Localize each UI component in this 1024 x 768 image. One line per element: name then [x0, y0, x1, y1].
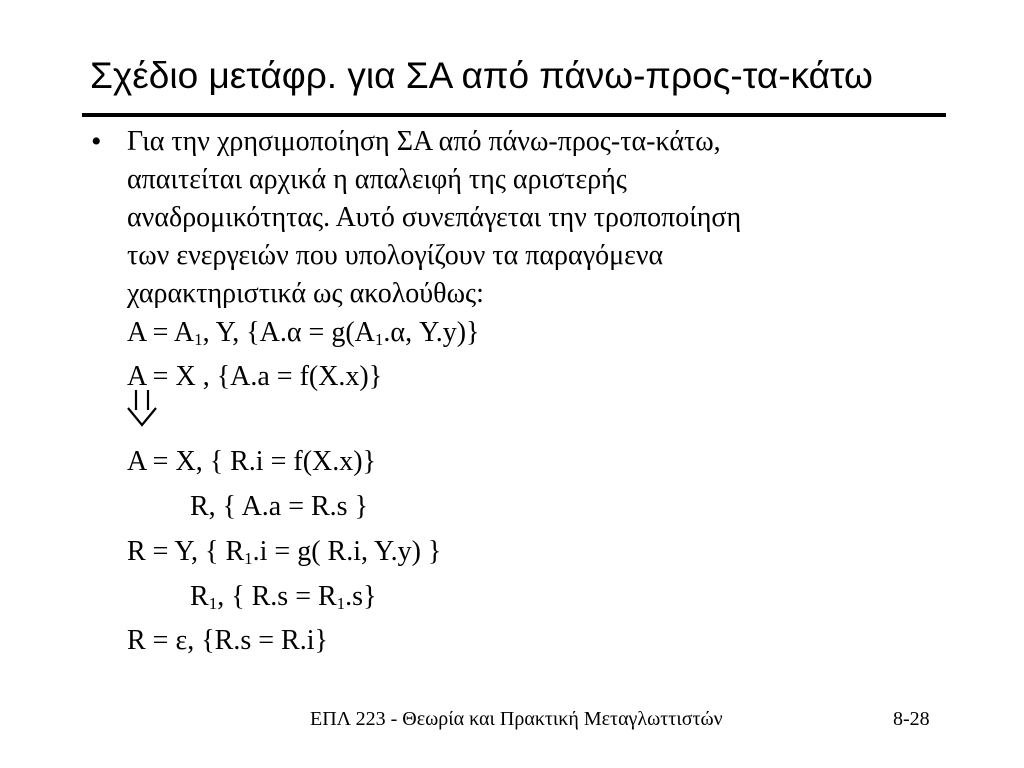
bullet-paragraph [127, 123, 927, 313]
bullet-marker: • [91, 125, 102, 158]
footer-course: ΕΠΛ 223 - Θεωρία και Πρακτική Μεταγλωττιστών [310, 708, 723, 730]
grammar-rule-recursive: $A = A_1$, Y, {$A.\alpha = g(A_1.\alpha$, Y.y)} [127, 317, 480, 349]
paragraph-line: απαιτείται αρχικά η απαλειφή της αριστερής [127, 164, 627, 195]
double-down-arrow-icon [125, 388, 159, 433]
transformed-rule-2: R, { A.a = R.s } [190, 491, 369, 522]
paragraph-line: αναδρομικότητας. Αυτό συνεπάγεται την τροποποίηση [127, 202, 742, 233]
grammar-rule-base: A = X , {A.a = f(X.x)} [127, 361, 383, 392]
transformed-rule-4: $R_1$, { $R.s = R_1.s$} [190, 581, 377, 613]
title-underline [82, 113, 946, 117]
transformed-rule-1: A = X, { R.i = f(X.x)} [127, 446, 377, 477]
paragraph-line: των ενεργειών που υπολογίζουν τα παραγόμενα [127, 240, 664, 271]
transformed-rule-5: R = ε, {R.s = R.i} [127, 625, 328, 656]
paragraph-line: χαρακτηριστικά ως ακολούθως: [127, 278, 484, 309]
paragraph-line: Για την χρησιμοποίηση ΣΑ από πάνω-προς-τα-κάτω, [127, 126, 721, 157]
footer-page-number: 8-28 [893, 708, 930, 730]
slide-title: Σχέδιο μετάφρ. για ΣΑ από πάνω-προς-τα-κάτω [90, 55, 873, 96]
transformed-rule-3: R = Y, { $R_1.i = g$( R.i, Y.y) } [127, 536, 442, 568]
